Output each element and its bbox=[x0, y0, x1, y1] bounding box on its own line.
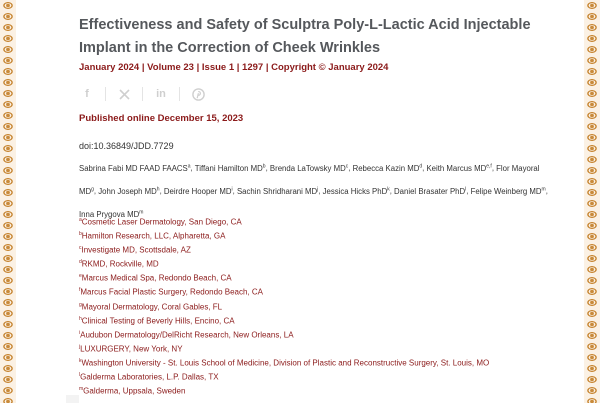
affiliation-item bbox=[79, 354, 584, 368]
affiliation-item bbox=[79, 227, 584, 241]
author-name: Jessica Hicks PhD$^k$ bbox=[322, 186, 390, 196]
affiliation-marker: d bbox=[79, 259, 82, 266]
author-affiliation-marker: l bbox=[465, 186, 467, 193]
affiliation-text: Marcus Facial Plastic Surgery, Redondo Beach, CA bbox=[80, 288, 263, 298]
affiliation-text: Mayoral Dermatology, Coral Gables, FL bbox=[81, 302, 223, 312]
author-affiliation-marker: g bbox=[91, 186, 94, 193]
affiliation-text: LUXURGERY, New York, NY bbox=[80, 344, 183, 354]
share-divider bbox=[142, 87, 143, 101]
affiliation-item bbox=[79, 382, 584, 396]
affiliation-item bbox=[79, 213, 584, 227]
affiliation-item bbox=[79, 241, 584, 255]
affiliation-marker: k bbox=[79, 357, 82, 364]
linkedin-share-icon[interactable]: in bbox=[156, 88, 166, 100]
author-name: Rebecca Kazin $MD^d$ bbox=[352, 163, 423, 173]
doi-link[interactable]: doi:10.36849/JDD.7729 bbox=[79, 141, 174, 151]
author-name: Daniel Brasater PhD$^l$ bbox=[394, 186, 467, 196]
affiliation-item bbox=[79, 340, 584, 354]
affiliation-marker: f bbox=[79, 287, 81, 294]
affiliation-item bbox=[79, 283, 584, 297]
affiliation-text: Galderma, Uppsala, Sweden bbox=[83, 386, 186, 396]
affiliation-item bbox=[79, 312, 584, 326]
affiliation-list bbox=[79, 213, 584, 396]
affiliation-marker: a bbox=[79, 217, 82, 223]
article-title: Effectiveness and Safety of Sculptra Poly-L-Lactic Acid Injectable Implant in the Correction of Cheek Wrinkles bbox=[79, 17, 531, 56]
affiliation-marker: g bbox=[79, 301, 82, 308]
share-divider bbox=[105, 87, 106, 101]
author-name: Inna Prygova $MD^m$ bbox=[79, 209, 144, 219]
author-affiliation-marker: e,f bbox=[486, 163, 492, 169]
affiliation-text: Cosmetic Laser Dermatology, San Diego, CA bbox=[81, 217, 242, 227]
affiliation-item bbox=[79, 368, 584, 382]
affiliation-text: Clinical Testing of Beverly Hills, Encino, CA bbox=[81, 316, 235, 326]
affiliation-item bbox=[79, 269, 584, 283]
author-list: Sabrina Fabi MD FAAD FAACS$^a$, Tiffani Hamilton $MD^b$, Brenda LaTowsky $MD^c$, Rebecca Kazin $MD^d$, Keith Marcus MD$^{e,f}$, Flor Mayoral $MD^g$, John Joseph $MD^h$, Deirdre Hooper $MD^i$, Sachin Shridharani $MD^j$, Jessica Hicks PhD$^k$, Daniel Brasater PhD$^l$, Felipe Weinberg $MD^m$, Inna Prygova $MD^m$ bbox=[79, 163, 548, 219]
issue-citation: January 2024 | Volume 23 | Issue 1 | 1297 | Copyright © January 2024 bbox=[79, 62, 389, 73]
author-name: Sabrina Fabi MD FAAD FAACS$^a$ bbox=[79, 163, 191, 173]
affiliation-text: Galderma Laboratories, L.P. Dallas, TX bbox=[80, 372, 219, 382]
affiliation-marker: b bbox=[79, 231, 82, 238]
author-name: Deirdre Hooper $MD^i$ bbox=[163, 186, 233, 196]
affiliation-text: Washington University - St. Louis School of Medicine, Division of Plastic and Reconstructive Surgery, St. Louis, MO bbox=[81, 358, 490, 368]
author-affiliation-marker: j bbox=[317, 186, 319, 193]
article-header bbox=[79, 0, 584, 403]
author-affiliation-marker: h bbox=[156, 186, 160, 193]
author-affiliation-marker: a bbox=[187, 163, 191, 169]
decorative-border-left bbox=[0, 0, 16, 403]
author-affiliation-marker: b bbox=[262, 163, 266, 169]
affiliation-marker: h bbox=[79, 315, 82, 322]
decorative-border-right bbox=[584, 0, 600, 403]
affiliation-marker: i bbox=[79, 329, 81, 336]
affiliation-text: Audubon Dermatology/DelRicht Research, New Orleans, LA bbox=[80, 330, 294, 340]
affiliation-marker: c bbox=[79, 245, 82, 252]
affiliation-marker: j bbox=[79, 343, 81, 350]
published-date: Published online December 15, 2023 bbox=[79, 113, 244, 124]
author-name: Keith Marcus MD$^{e,f}$ bbox=[426, 163, 492, 173]
x-share-icon[interactable] bbox=[116, 86, 132, 102]
affiliation-text: Marcus Medical Spa, Redondo Beach, CA bbox=[81, 274, 232, 284]
pinterest-share-icon[interactable] bbox=[190, 86, 206, 102]
affiliation-item bbox=[79, 326, 584, 340]
author-affiliation-marker: k bbox=[387, 186, 390, 193]
x-logo-icon bbox=[119, 89, 130, 100]
author-name: Brenda LaTowsky $MD^c$ bbox=[269, 163, 349, 173]
affiliation-marker: e bbox=[79, 273, 82, 280]
author-name: Flor Mayoral $MD^g$ bbox=[79, 163, 540, 196]
affiliation-marker: m bbox=[79, 386, 84, 393]
affiliation-marker: l bbox=[79, 372, 81, 379]
author-name: Felipe Weinberg $MD^m$ bbox=[470, 186, 546, 196]
affiliation-text: Investigate MD, Scottsdale, AZ bbox=[81, 245, 191, 255]
author-affiliation-marker: m bbox=[139, 209, 144, 216]
author-affiliation-marker: c bbox=[345, 163, 349, 169]
author-name: John Joseph $MD^h$ bbox=[98, 186, 160, 196]
affiliation-item bbox=[79, 255, 584, 269]
affiliation-text: Hamilton Research, LLC, Alpharetta, GA bbox=[81, 231, 226, 241]
author-affiliation-marker: d bbox=[419, 163, 423, 169]
share-divider bbox=[179, 87, 180, 101]
author-name: Sachin Shridharani $MD^j$ bbox=[236, 186, 319, 196]
facebook-share-icon[interactable]: f bbox=[85, 88, 89, 100]
share-bar bbox=[79, 86, 209, 102]
affiliation-item bbox=[79, 298, 584, 312]
affiliation-text: RKMD, Rockville, MD bbox=[81, 259, 159, 269]
pinterest-logo-icon bbox=[192, 88, 205, 101]
author-affiliation-marker: m bbox=[541, 186, 546, 193]
author-name: Tiffani Hamilton $MD^b$ bbox=[194, 163, 266, 173]
author-affiliation-marker: i bbox=[231, 186, 233, 193]
